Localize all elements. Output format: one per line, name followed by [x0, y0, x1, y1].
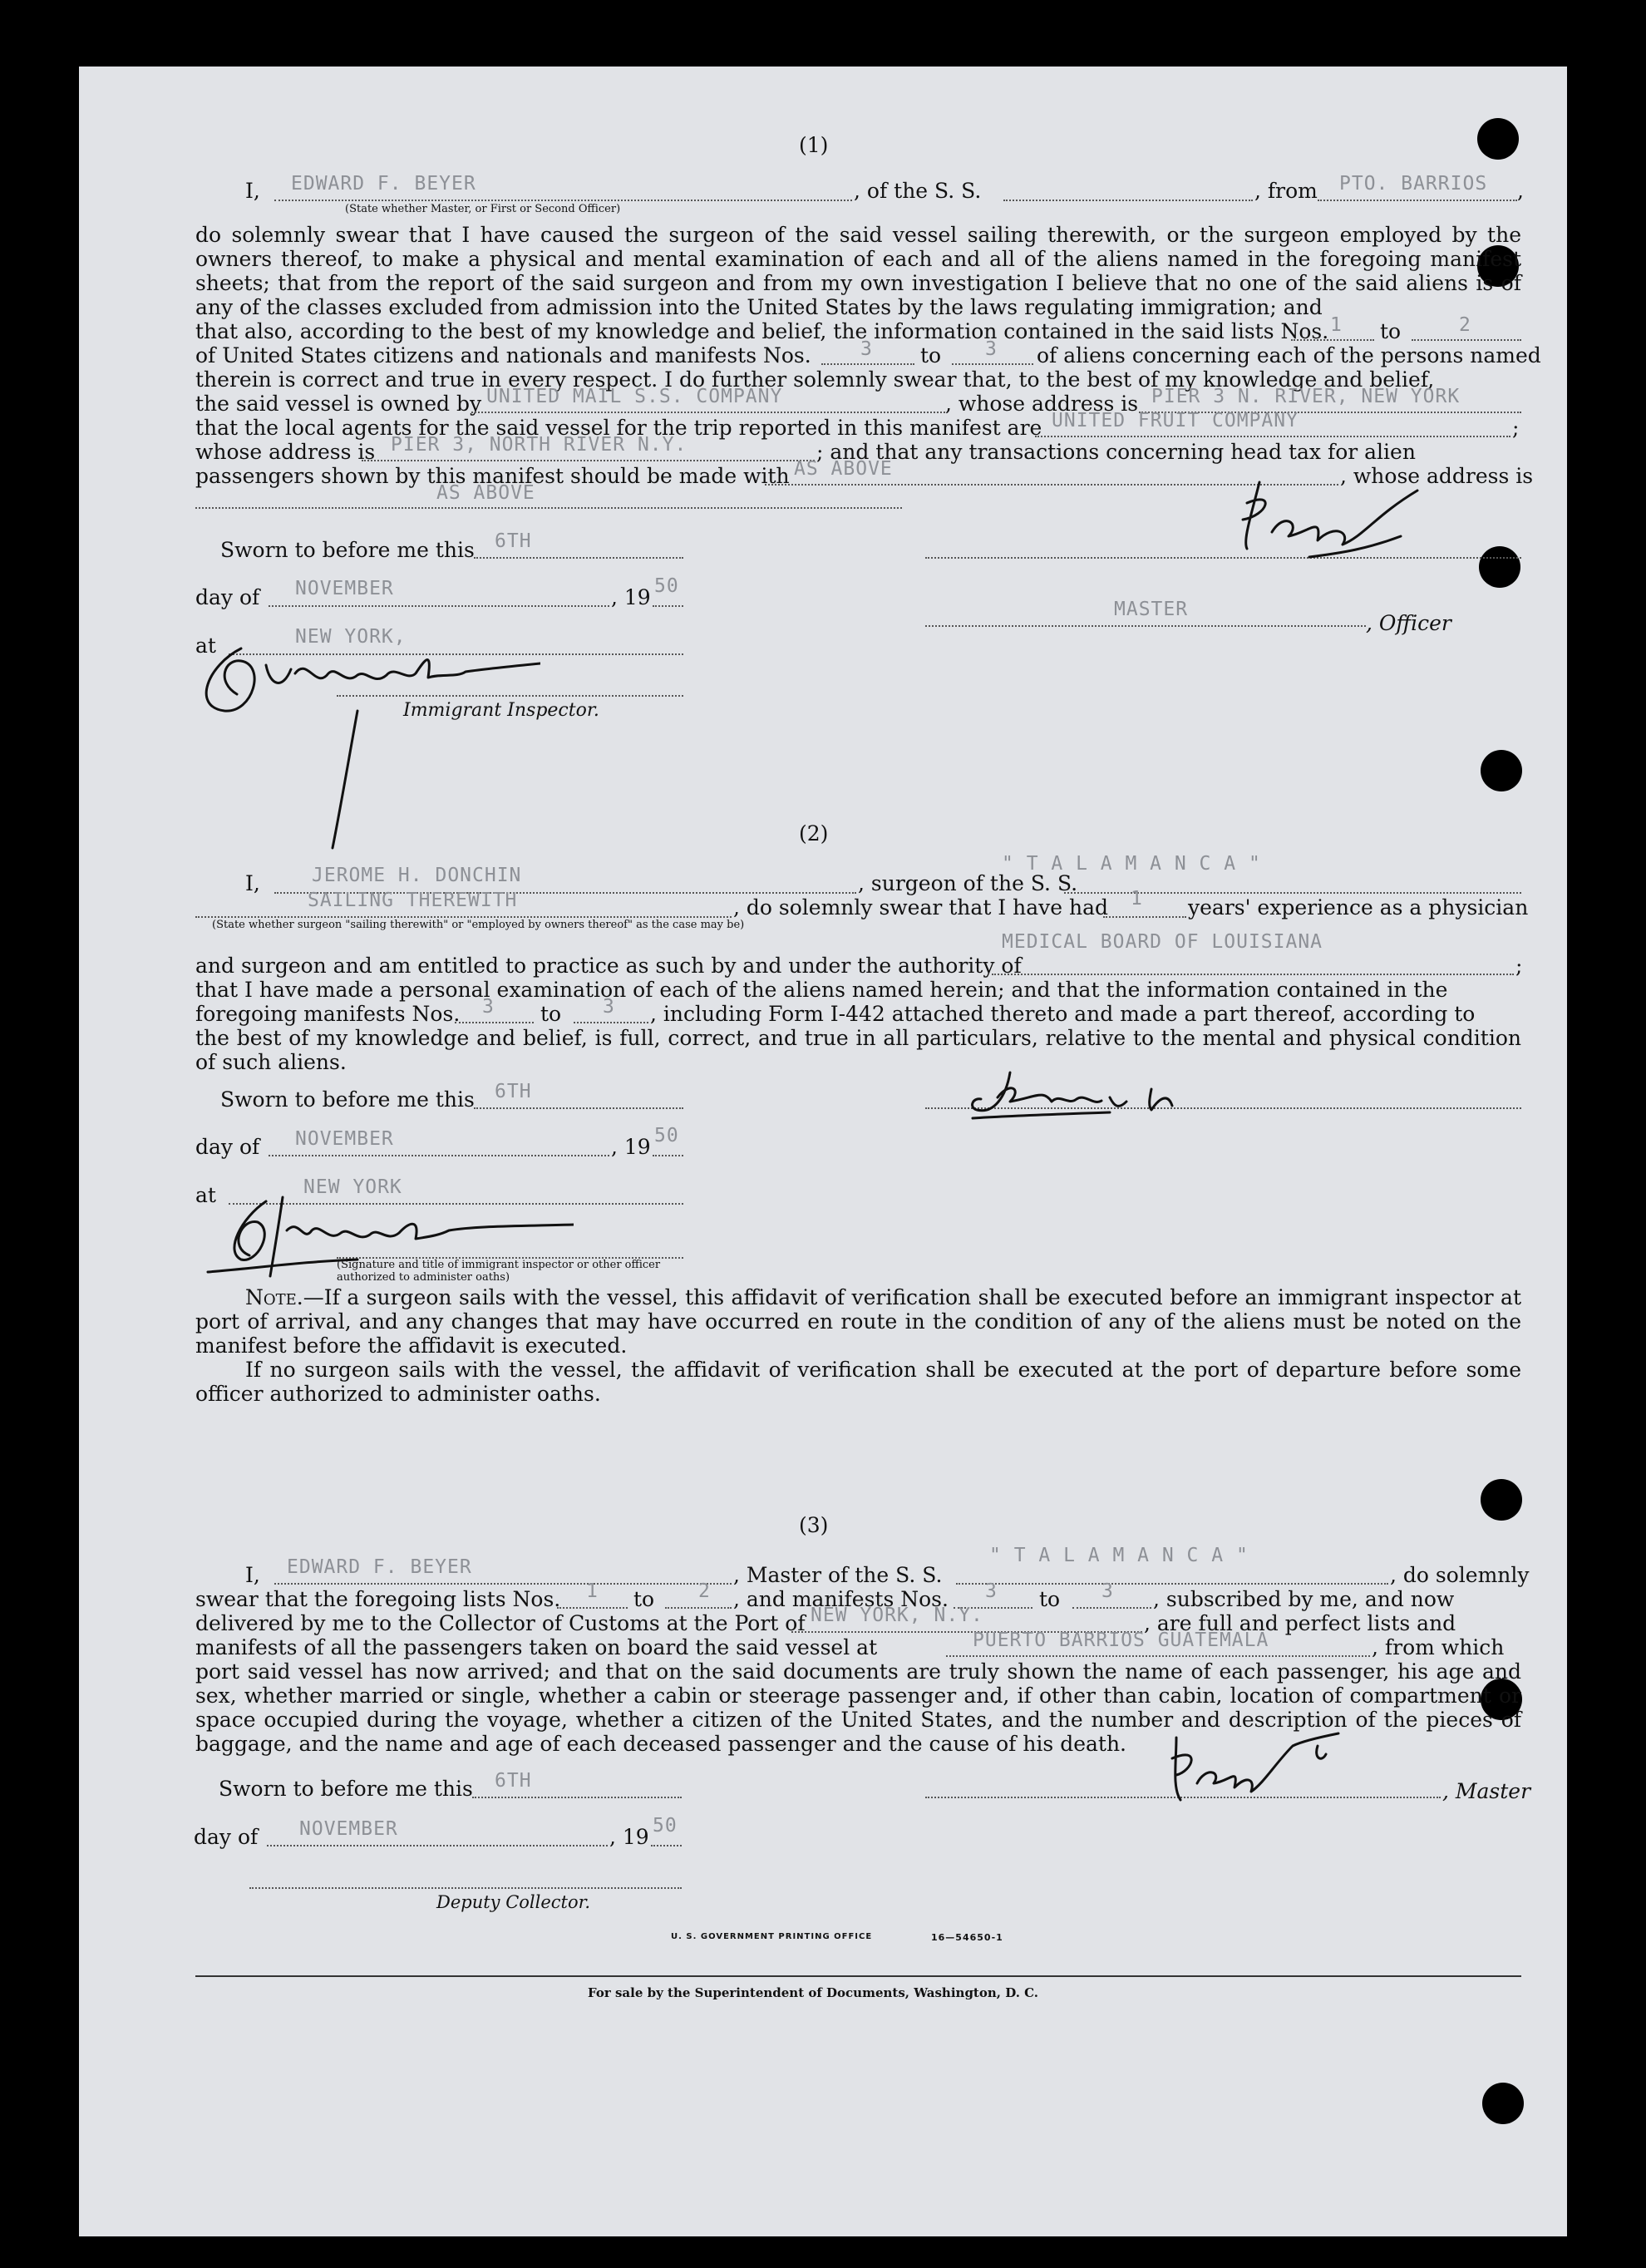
sworn-label: Sworn to before me this: [219, 1777, 473, 1801]
manifest-to-value: 3: [1101, 1580, 1114, 1602]
head-tax-line: ; and that any transactions concerning head tax for alien: [816, 440, 1416, 464]
head-tax-address-label: , whose address is: [1340, 464, 1534, 488]
fill-line: [1103, 916, 1186, 918]
note-text: —If a surgeon sails with the vessel, this affidavit of verification shall be executed before an immigrant inspector at port of arrival, and any changes that may have occurred en route in the condition of any of the aliens must be noted on the manifest before the affidavit is executed.: [195, 1285, 1521, 1358]
form-code: 16—54650-1: [931, 1932, 1003, 1943]
list-from-value: 1: [586, 1580, 599, 1602]
signature-caption-text: (Signature and title of immigrant inspector or other officer authorized to administer oaths): [337, 1259, 661, 1284]
oath-pronoun: I,: [245, 871, 260, 895]
port-value: NEW YORK, N.Y.: [811, 1605, 983, 1626]
oath-pronoun: I,: [245, 1563, 260, 1587]
fill-line: [455, 1022, 534, 1023]
day-of-label: day of: [195, 585, 260, 609]
fill-line: [925, 625, 1366, 627]
swear-label: , do solemnly swear that I have had: [733, 895, 1109, 920]
head-tax-label: passengers shown by this manifest should be made with: [195, 464, 790, 488]
year-prefix: , 19: [609, 1825, 649, 1849]
day-of-label: day of: [194, 1825, 259, 1849]
ship-name-value: " T A L A M A N C A ": [989, 1545, 1249, 1566]
rank-note: (State whether Master, or First or Second Officer): [345, 203, 621, 215]
sworn-day-value: 6TH: [495, 530, 532, 552]
oath-pronoun: I,: [245, 179, 260, 203]
fill-line: [992, 974, 1514, 975]
collector-label: delivered by me to the Collector of Customs at the Port of: [195, 1611, 806, 1635]
section-2-paragraph: the best of my knowledge and belief, is full, correct, and true in all particulars, relative to the mental and physical condition of such aliens.: [195, 1026, 1521, 1074]
manifests-label: , and manifests Nos.: [733, 1587, 949, 1611]
fill-line: [195, 916, 732, 918]
section-1-paragraph: do solemnly swear that I have caused the surgeon of the said vessel sailing therewith, or the surgeon employed by the owners thereof, to make a physical and mental examination of each and all of the aliens named in the foregoing manifest sheets; that from the report of the said surgeon and from my own investigation I believe that no one of the said aliens is of any of the classes excluded from admission into the United States by the laws regulating immigration; and: [195, 223, 1521, 319]
form-line: , including Form I-442 attached thereto and made a part thereof, according to: [650, 1002, 1476, 1026]
at-value: NEW YORK: [303, 1176, 402, 1198]
sworn-day-value: 6TH: [495, 1770, 532, 1792]
sailing-status-value: SAILING THEREWITH: [308, 890, 518, 911]
full-lists-label: , are full and perfect lists and: [1144, 1611, 1456, 1635]
sale-notice: For sale by the Superintendent of Documents, Washington, D. C.: [588, 1985, 1039, 2000]
year-value: 50: [654, 575, 679, 597]
fill-line: [952, 363, 1033, 365]
inspector-signature-1: [191, 615, 540, 856]
printing-office: U. S. GOVERNMENT PRINTING OFFICE: [671, 1932, 873, 1941]
manifest-to-value: 3: [603, 996, 615, 1018]
note-paragraph: [195, 1285, 1521, 1358]
surgeon-status-note: (State whether surgeon "sailing therewith" or "employed by owners thereof" as the case may be): [212, 919, 745, 931]
footer-rule: [195, 1975, 1521, 1977]
month-value: NOVEMBER: [299, 1818, 398, 1840]
month-value: NOVEMBER: [295, 578, 394, 599]
fill-line: [474, 1107, 683, 1109]
master-label: , Master: [1442, 1779, 1531, 1803]
comma: ,: [1517, 179, 1524, 203]
year-prefix: , 19: [611, 1135, 651, 1159]
head-tax-value: AS ABOVE: [794, 458, 893, 480]
manifest-from-value: 3: [985, 1580, 998, 1602]
fill-line: [362, 460, 815, 461]
fill-line: [956, 1583, 1388, 1585]
master-of-label: , Master of the S. S.: [733, 1563, 943, 1587]
of-ss-label: , of the S. S.: [854, 179, 982, 203]
manifests-passengers-label: manifests of all the passengers taken on board the said vessel at: [195, 1635, 878, 1659]
fill-line: [946, 1655, 1370, 1657]
foregoing-manifests-label: foregoing manifests Nos.: [195, 1002, 461, 1026]
manifests-line: of United States citizens and nationals and manifests Nos.: [195, 343, 811, 367]
fill-line: [1291, 339, 1374, 341]
punch-hole: [1482, 2083, 1524, 2124]
fill-line: [557, 1607, 628, 1609]
fill-line: [474, 557, 683, 559]
officer-rank-value: MASTER: [1114, 599, 1189, 620]
manifest-to-value: 3: [985, 338, 998, 360]
surgeon-signature: [960, 1064, 1210, 1131]
list-to-value: 2: [1459, 314, 1471, 336]
note-label: Note.: [245, 1285, 303, 1309]
at-label: at: [195, 634, 216, 658]
punch-hole: [1477, 118, 1519, 160]
master-signature-3: [1151, 1721, 1343, 1812]
fill-line: [665, 1607, 732, 1609]
from-which-label: , from which: [1372, 1635, 1505, 1659]
section-3-number: (3): [799, 1513, 829, 1537]
authority-value: MEDICAL BOARD OF LOUISIANA: [1002, 931, 1323, 953]
authority-label: and surgeon and am entitled to practice as such by and under the authority of: [195, 954, 1022, 978]
from-label: , from: [1254, 179, 1318, 203]
to-label: to: [1039, 1587, 1061, 1611]
fill-line: [1072, 1607, 1151, 1609]
fill-line: [1003, 200, 1253, 201]
fill-line: [574, 1022, 648, 1023]
surgeon-of-label: , surgeon of the S. S.: [858, 871, 1078, 895]
semicolon: ;: [1515, 954, 1523, 978]
list-from-value: 1: [1330, 314, 1343, 336]
fill-line: [267, 1845, 608, 1846]
sworn-day-value: 6TH: [495, 1081, 532, 1102]
owner-address-value: PIER 3 N. RIVER, NEW YORK: [1151, 386, 1461, 407]
master-name-value: EDWARD F. BEYER: [291, 173, 476, 195]
years-value: 1: [1131, 888, 1143, 910]
solemnly-label: , do solemnly: [1390, 1563, 1530, 1587]
examination-line: that I have made a personal examination of each of the aliens named herein; and that the information contained in the: [195, 978, 1448, 1002]
lists-line: that also, according to the best of my knowledge and belief, the information contained in the said lists Nos.: [195, 319, 1329, 343]
section-1-number: (1): [799, 133, 829, 157]
at-label: at: [195, 1183, 216, 1207]
section-2-number: (2): [799, 821, 829, 846]
fill-line: [269, 605, 609, 607]
to-label: to: [540, 1002, 562, 1026]
owner-value: UNITED MAIL S.S. COMPANY: [486, 386, 783, 407]
section-3-paragraph: port said vessel has now arrived; and that on the said documents are truly shown the name of each passenger, his age and sex, whether married or single, whether a cabin or steerage passenger and, if other than cabin, location of compartment or space occupied during the voyage, whether a citizen of the United States, and the number and description of the pieces of baggage, and the name and age of each deceased passenger and the cause of his death.: [195, 1659, 1521, 1756]
whose-address-label: , whose address is: [945, 392, 1139, 416]
year-prefix: , 19: [611, 585, 651, 609]
to-label: to: [1380, 319, 1402, 343]
head-tax-address-value: AS ABOVE: [436, 482, 535, 504]
fill-line: [249, 1887, 682, 1889]
subscribed-label: , subscribed by me, and now: [1153, 1587, 1455, 1611]
fill-line: [269, 1155, 609, 1156]
fill-line: [471, 412, 945, 413]
sworn-label: Sworn to before me this: [220, 538, 475, 562]
to-label: to: [633, 1587, 655, 1611]
correct-line: therein is correct and true in every respect. I do further solemnly swear that, to the best of my knowledge and belief,: [195, 367, 1435, 392]
inspector-title: Immigrant Inspector.: [403, 700, 599, 721]
agents-label: that the local agents for the said vessel for the trip reported in this manifest are: [195, 416, 1042, 440]
master-signature-1: [1210, 466, 1426, 565]
years-label: years' experience as a physician: [1188, 895, 1529, 920]
punch-hole: [1481, 1479, 1522, 1521]
list-to-value: 2: [698, 1580, 711, 1602]
punch-hole: [1481, 750, 1522, 791]
manifest-from-value: 3: [860, 338, 873, 360]
deputy-collector-label: Deputy Collector.: [436, 1892, 591, 1912]
manifests-line-end: of aliens concerning each of the persons named: [1037, 343, 1541, 367]
fill-line: [653, 605, 683, 607]
manifest-from-value: 3: [482, 996, 495, 1018]
at-value: NEW YORK,: [295, 626, 407, 648]
agent-address-label: whose address is: [195, 440, 376, 464]
agents-value: UNITED FRUIT COMPANY: [1052, 410, 1299, 431]
fill-line: [195, 507, 902, 509]
lists-line: swear that the foregoing lists Nos.: [195, 1587, 561, 1611]
sworn-label: Sworn to before me this: [220, 1087, 475, 1112]
owned-by-label: the said vessel is owned by: [195, 392, 482, 416]
month-value: NOVEMBER: [295, 1128, 394, 1150]
day-of-label: day of: [195, 1135, 260, 1159]
fill-line: [653, 1155, 683, 1156]
fill-line: [1035, 436, 1510, 437]
fill-line: [651, 1845, 682, 1846]
punch-hole: [1479, 546, 1520, 588]
master-name-value: EDWARD F. BEYER: [287, 1556, 472, 1578]
departure-port-value: PTO. BARRIOS: [1339, 173, 1488, 195]
semicolon: ;: [1512, 416, 1520, 440]
fill-line: [274, 1583, 732, 1585]
manifest-affidavit-page: [79, 67, 1567, 2236]
officer-label: , Officer: [1366, 611, 1451, 635]
note-paragraph-2: If no surgeon sails with the vessel, the affidavit of verification shall be executed at the port of departure before some officer authorized to administer oaths.: [195, 1358, 1521, 1406]
to-label: to: [920, 343, 942, 367]
fill-line: [472, 1797, 682, 1798]
ship-name-value: " T A L A M A N C A ": [1002, 853, 1261, 875]
year-value: 50: [654, 1125, 679, 1146]
surgeon-name-value: JEROME H. DONCHIN: [312, 865, 522, 886]
fill-line: [821, 363, 914, 365]
fill-line: [1412, 339, 1521, 341]
year-value: 50: [653, 1815, 678, 1837]
port-from-value: PUERTO BARRIOS GUATEMALA: [973, 1630, 1269, 1651]
fill-line: [1318, 200, 1517, 201]
fill-line: [274, 200, 852, 201]
agent-address-value: PIER 3, NORTH RIVER N.Y.: [391, 434, 687, 456]
